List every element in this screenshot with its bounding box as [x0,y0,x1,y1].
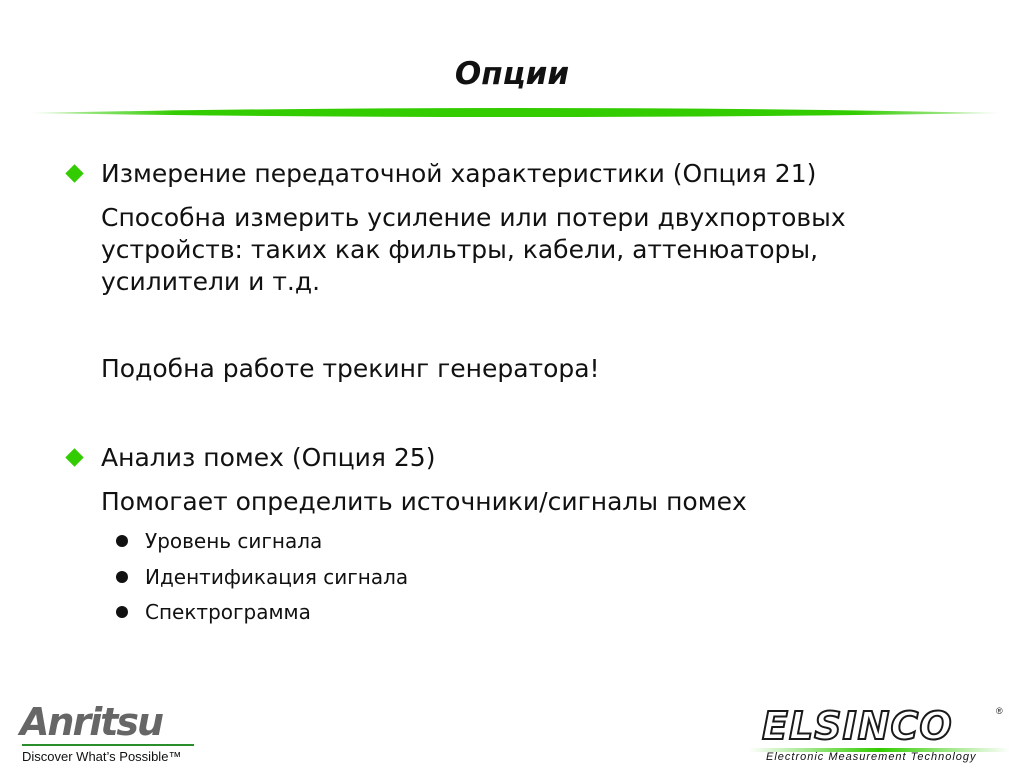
diamond-bullet-icon [65,448,83,466]
elsinco-registered-mark: ® [996,706,1003,716]
bullet-body-transfer: Способна измерить усиление или потери двухпортовых устройств: таких как фильтры, кабели, аттенюаторы, усилители и т.д. [101,203,846,296]
slide-title: Опции [454,56,570,92]
dot-bullet-icon [116,535,128,547]
elsinco-logo [748,704,1010,768]
diamond-bullet-icon [65,164,83,182]
title-divider [30,103,1000,123]
sub-item-signal-identification: Идентификация сигнала [145,565,409,589]
bullet-note-transfer: Подобна работе трекинг генератора! [101,354,600,383]
anritsu-logo [20,702,200,764]
anritsu-tagline: Discover What’s Possible™ [22,749,182,764]
sub-item-spectrogram: Спектрограмма [145,600,311,624]
elsinco-wordmark: ELSINCO [762,704,953,748]
sub-item-signal-level: Уровень сигнала [145,529,323,553]
dot-bullet-icon [116,571,128,583]
anritsu-wordmark: Anritsu [20,700,163,744]
bullet-heading-transfer: Измерение передаточной характеристики (Опция 21) [101,159,817,188]
elsinco-tagline: Electronic Measurement Technology [766,751,977,763]
bullet-body-interference: Помогает определить источники/сигналы помех [101,487,747,516]
anritsu-logo-rule [22,744,194,746]
dot-bullet-icon [116,606,128,618]
bullet-heading-interference: Анализ помех (Опция 25) [101,443,436,472]
